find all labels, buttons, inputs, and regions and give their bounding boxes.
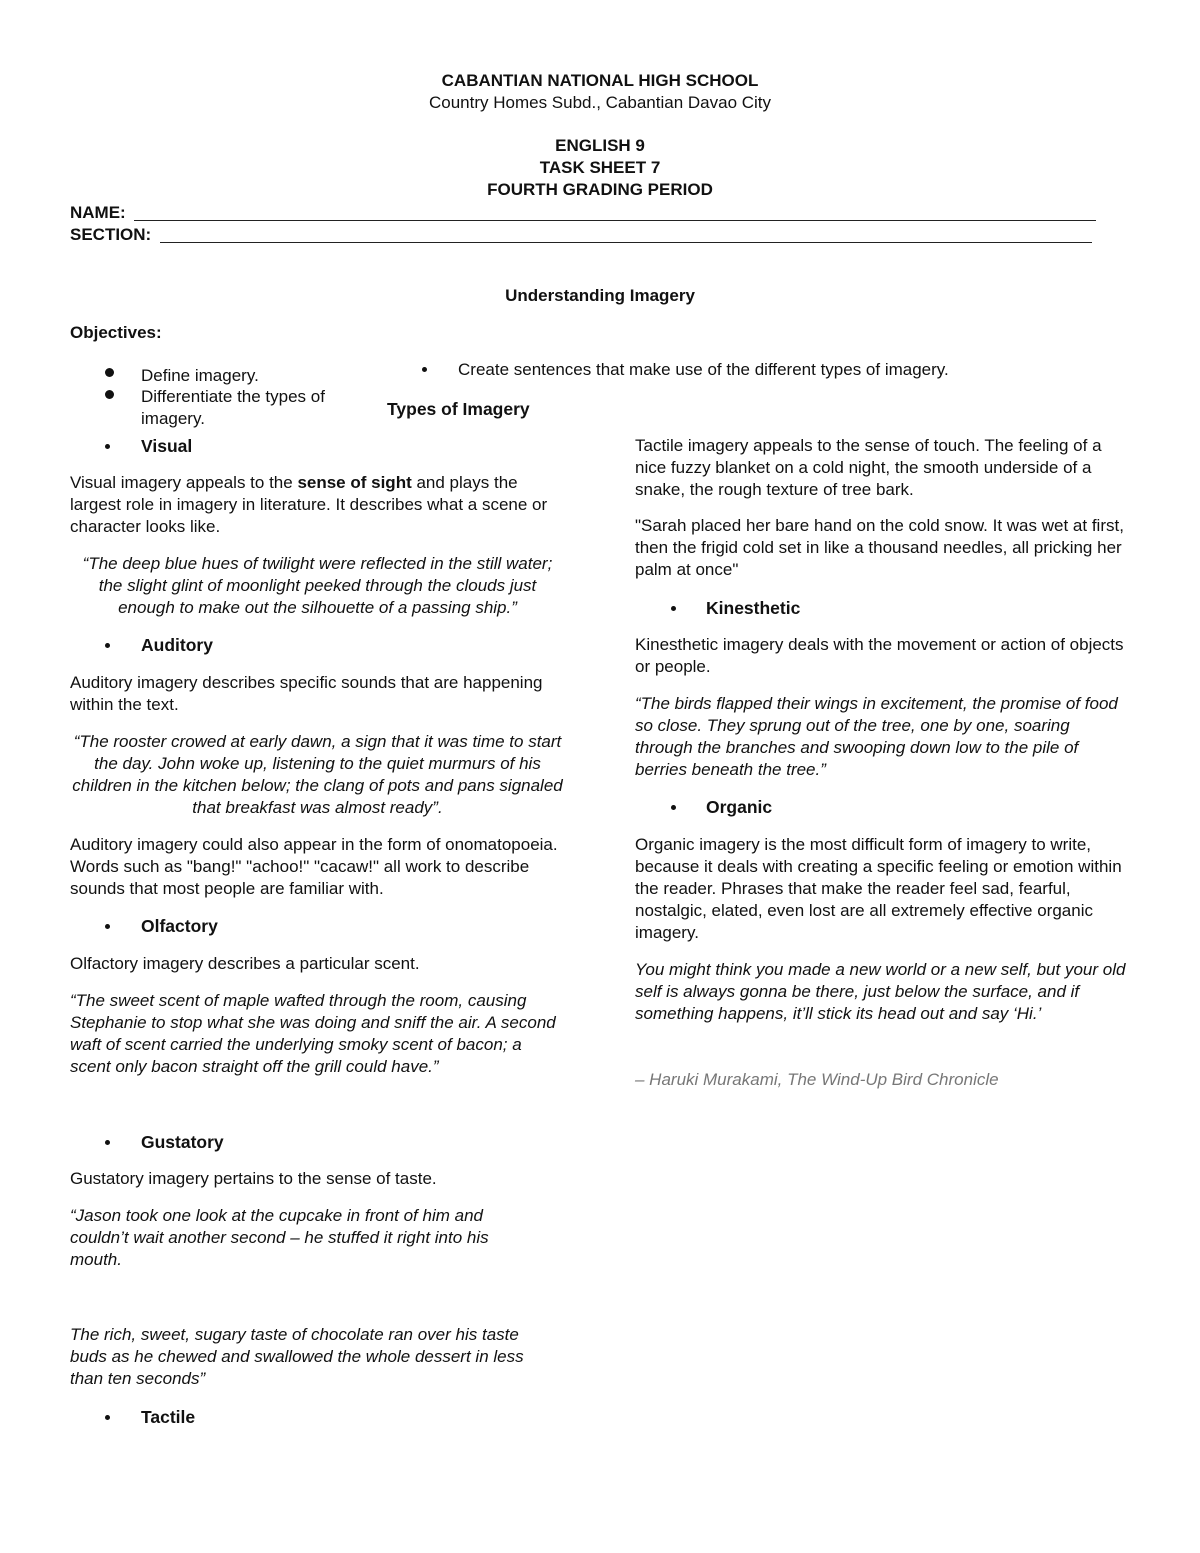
tactile-heading: Tactile — [141, 1407, 196, 1427]
bullet-icon — [105, 1140, 110, 1145]
period-title: FOURTH GRADING PERIOD — [487, 180, 713, 199]
bullet-icon — [671, 805, 676, 810]
bullet-icon — [671, 606, 676, 611]
visual-text: Visual imagery appeals to the sense of sight and plays the largest role in imagery in literature. It describes what a scene or character looks like. — [70, 473, 548, 536]
kinesthetic-example: “The birds flapped their wings in excitement, the promise of food so close. They sprung out of the tree, one by one, soaring through the branches and swooping down low to the pile of berries beneath the tree.” — [635, 694, 1118, 779]
organic-text: Organic imagery is the most difficult form of imagery to write, because it deals with creating a specific feeling or emotion within the reader. Phrases that make the reader feel sad, fearful, nostalgic, elated, even lost are all extremely effective organic imagery. — [635, 835, 1122, 942]
name-line[interactable] — [134, 220, 1096, 221]
auditory-text-2: Auditory imagery could also appear in the form of onomatopoeia. Words such as "bang!" "achoo!" "cacaw!" all work to describe sounds that most people are familiar with. — [70, 835, 558, 898]
objective-item: Define imagery. — [141, 366, 259, 385]
olfactory-text: Olfactory imagery describes a particular scent. — [70, 954, 420, 973]
school-address: Country Homes Subd., Cabantian Davao City — [428, 93, 772, 112]
gustatory-heading: Gustatory — [141, 1132, 224, 1152]
section-label: SECTION: — [70, 225, 152, 244]
school-name: CABANTIAN NATIONAL HIGH SCHOOL — [441, 71, 759, 90]
bullet-icon — [105, 390, 114, 399]
section-line[interactable] — [160, 242, 1092, 243]
lesson-title: Understanding Imagery — [505, 286, 695, 305]
auditory-example: “The rooster crowed at early dawn, a sign that it was time to start the day. John woke up, listening to the quiet murmurs of his children in the kitchen below; the clang of pots and pans signaled that breakfast was almost ready”. — [72, 732, 563, 817]
visual-heading: Visual — [141, 436, 193, 456]
olfactory-example: “The sweet scent of maple wafted through the room, causing Stephanie to stop what she was doing and sniff the air. A second waft of scent carried the underlying smoky scent of bacon; a scent only bacon straight off the grill could have.” — [70, 991, 556, 1076]
objectives-label: Objectives: — [70, 323, 162, 342]
objective-item: Differentiate the types of imagery. — [141, 387, 325, 428]
subject-title: ENGLISH 9 — [555, 136, 645, 155]
gustatory-text: Gustatory imagery pertains to the sense of taste. — [70, 1169, 437, 1188]
tactile-example: "Sarah placed her bare hand on the cold snow. It was wet at first, then the frigid cold set in like a thousand needles, all pricking her palm at once" — [635, 516, 1124, 579]
quote-attribution: – Haruki Murakami, The Wind-Up Bird Chronicle — [635, 1070, 999, 1089]
bullet-icon — [105, 1415, 110, 1420]
name-label: NAME: — [70, 203, 126, 222]
kinesthetic-text: Kinesthetic imagery deals with the movement or action of objects or people. — [635, 635, 1124, 676]
bullet-icon — [105, 924, 110, 929]
gustatory-example-1: “Jason took one look at the cupcake in front of him and couldn’t wait another second – he stuffed it right into his mouth. — [70, 1206, 489, 1269]
bullet-icon — [105, 643, 110, 648]
task-title: TASK SHEET 7 — [539, 158, 661, 177]
gustatory-example-2: The rich, sweet, sugary taste of chocolate ran over his taste buds as he chewed and swallowed the whole dessert in less than ten seconds” — [70, 1325, 524, 1388]
bullet-icon — [105, 444, 110, 449]
auditory-heading: Auditory — [141, 635, 213, 655]
organic-heading: Organic — [706, 797, 773, 817]
kinesthetic-heading: Kinesthetic — [706, 598, 801, 618]
organic-quote: You might think you made a new world or a new self, but your old self is always gonna be there, just below the surface, and if something happens, it’ll stick its head out and say ‘Hi.’ — [635, 960, 1126, 1023]
tactile-text: Tactile imagery appeals to the sense of touch. The feeling of a nice fuzzy blanket on a cold night, the smooth underside of a snake, the rough texture of tree bark. — [635, 436, 1102, 499]
bullet-icon — [105, 368, 114, 377]
types-heading: Types of Imagery — [387, 399, 530, 419]
visual-example: “The deep blue hues of twilight were reflected in the still water; the slight glint of moonlight peeked through the clouds just enough to make out the silhouette of a passing ship.” — [82, 554, 553, 617]
objective-item: Create sentences that make use of the different types of imagery. — [458, 360, 949, 379]
auditory-text: Auditory imagery describes specific sounds that are happening within the text. — [70, 673, 543, 714]
bullet-icon — [422, 367, 427, 372]
olfactory-heading: Olfactory — [141, 916, 218, 936]
